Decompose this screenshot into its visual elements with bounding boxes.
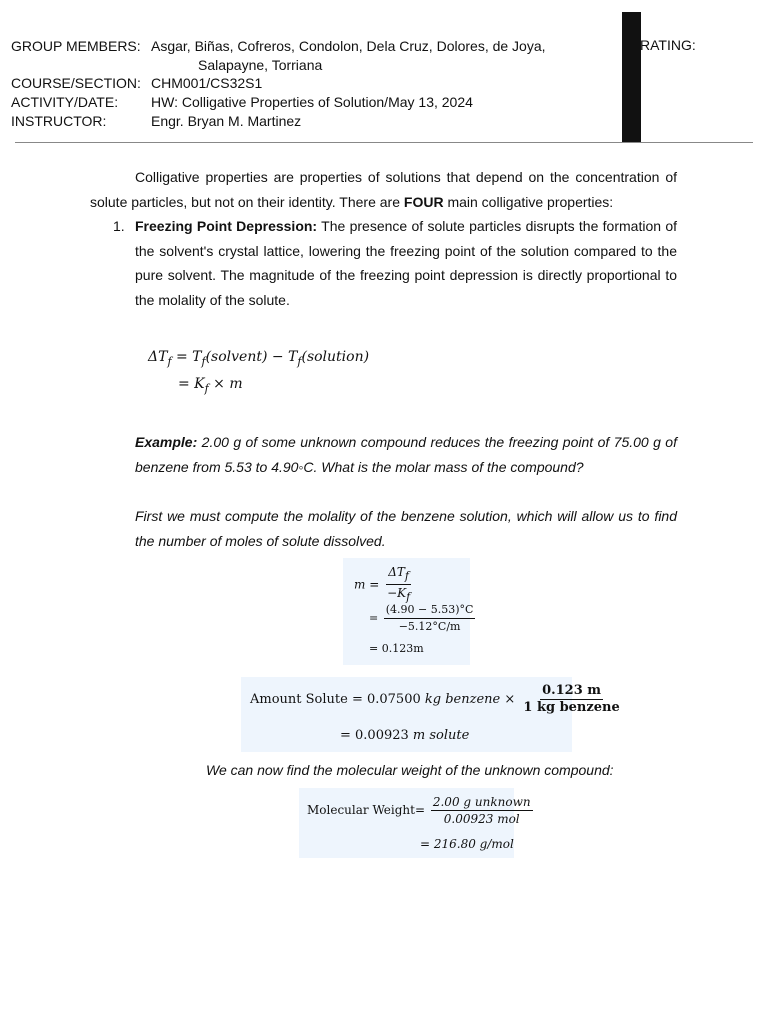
header-black-bar	[622, 12, 641, 143]
mw-line2: = 216.80 g/mol	[420, 837, 514, 851]
activity-key: ACTIVITY/DATE:	[11, 94, 119, 110]
intro-paragraph	[90, 165, 677, 214]
rating-label: RATING:	[640, 37, 696, 53]
course-key: COURSE/SECTION:	[11, 75, 141, 91]
intro-part2: main colligative properties:	[443, 193, 614, 210]
first-step-paragraph: First we must compute the molality of the benzene solution, which will allow us to find the number of moles of solute dissolved.	[135, 508, 677, 549]
amount-solute-box	[241, 677, 620, 752]
example-paragraph	[135, 430, 677, 479]
intro-part1: Colligative properties are properties of solutions that depend on the concentration of solute particles, but not on their identity. There are	[90, 169, 677, 210]
mw-line1: Molecular Weight= $\frac{\text{2.00 g unknown}}{\text{0.00923 mol}}$	[307, 795, 531, 826]
example-label: Example:	[135, 434, 198, 450]
group-members-key: GROUP MEMBERS:	[11, 38, 141, 54]
example-text: 2.00 g of some unknown compound reduces the freezing point of 75.00 g of benzene from 5.53 to 4.90◦C. What is the molar mass of the compound?	[135, 434, 677, 475]
group-members-line2: Salapayne, Torriana	[198, 57, 323, 73]
amount-line2: = 0.00923 m solute	[340, 728, 470, 743]
course-value: CHM001/CS32S1	[151, 75, 263, 91]
instructor-key: INSTRUCTOR:	[11, 113, 107, 129]
item1-text: The presence of solute particles disrupts the formation of the solvent's crystal lattice, lowering the freezing point of the solution compared to the pure solvent. The magnitude of the freezing point depression is directly proportional to the molality of the solute.	[135, 218, 678, 308]
group-members-line1: Asgar, Biñas, Cofreros, Condolon, Dela Cruz, Dolores, de Joya,	[151, 38, 546, 54]
intro-bold: FOUR	[403, 193, 444, 210]
activity-value: HW: Colligative Properties of Solution/May 13, 2024	[151, 94, 473, 110]
molality-calculation-box	[343, 558, 474, 665]
molality-line2: = $\frac{(4.90 - 5.53)^\circ C}{-5.12^\circ C/m}$	[369, 603, 474, 633]
formula-freezing-line1: $\Delta T_f$ = $T_f(solvent)$ − $T_f(solution)$	[148, 349, 370, 368]
item1-number: 1.	[113, 218, 125, 234]
item1-title: Freezing Point Depression:	[135, 218, 318, 234]
item1-paragraph	[135, 214, 677, 312]
molecular-weight-box	[299, 788, 531, 858]
instructor-value: Engr. Bryan M. Martinez	[151, 113, 302, 129]
molality-line3: = 0.123m	[369, 642, 424, 655]
formula-freezing-line2: = $K_f \times m$	[178, 376, 243, 395]
header-divider	[15, 142, 753, 143]
molality-line1: m = $\frac{\Delta T_f}{-K_f}$	[354, 565, 411, 604]
amount-line1: Amount Solute = 0.07500 kg benzene × $\frac{0.123 m}{\text{1 kg benzene}}$	[250, 683, 620, 715]
mw-intro: We can now find the molecular weight of the unknown compound:	[206, 762, 614, 778]
